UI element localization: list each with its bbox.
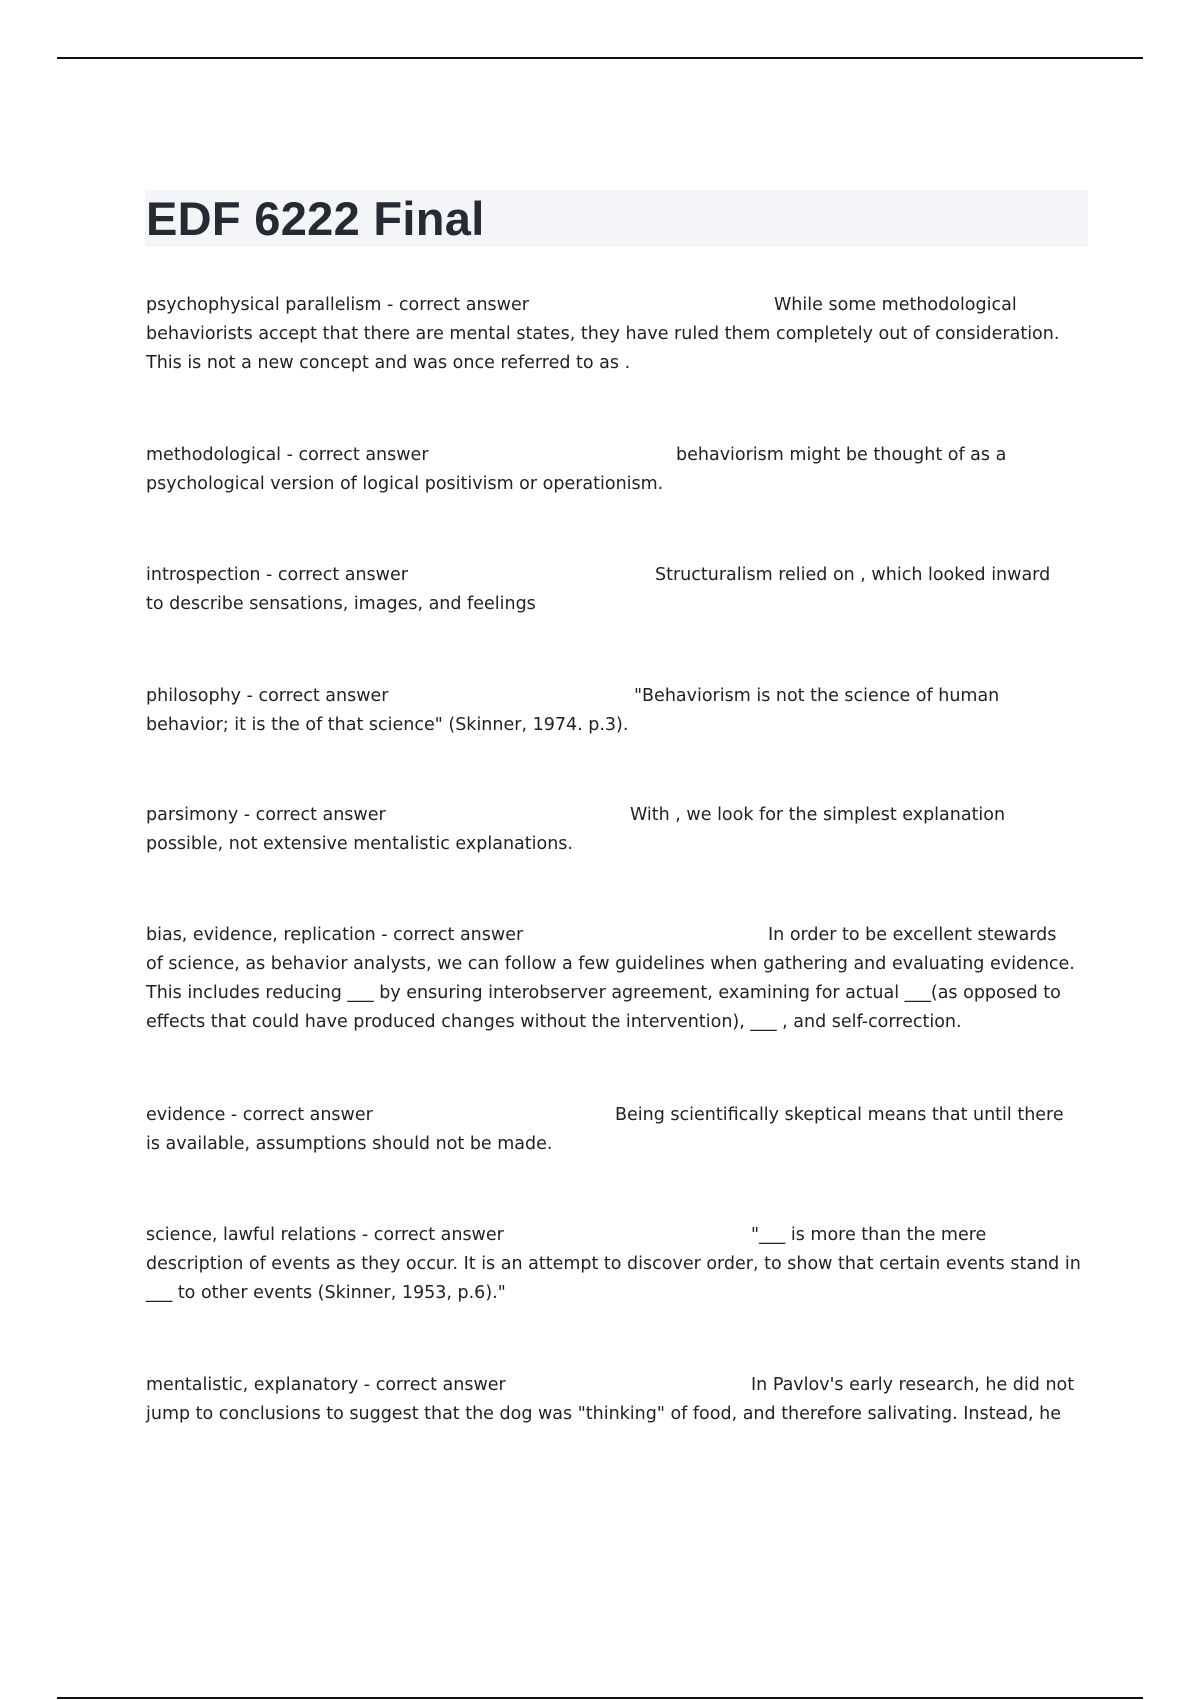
card-definition-rest: behavior; it is the of that science" (Skinner, 1974. p.3). <box>146 715 629 735</box>
card-definition-rest: description of events as they occur. It is an attempt to discover order, to show that certain events stand in ___ to other events (Skinner, 1953, p.6)." <box>146 1254 1081 1303</box>
bottom-rule <box>57 1697 1143 1699</box>
card-term: introspection - correct answer <box>146 565 408 585</box>
card-definition-start: behaviorism might be thought of as a <box>676 445 1007 465</box>
card-definition-rest: is available, assumptions should not be made. <box>146 1134 553 1154</box>
flashcard <box>146 682 1090 740</box>
card-definition-start: In order to be excellent stewards <box>768 925 1057 945</box>
flashcard <box>146 921 1090 1037</box>
card-definition-start: With , we look for the simplest explanation <box>630 805 1006 825</box>
card-term: parsimony - correct answer <box>146 805 386 825</box>
card-term: methodological - correct answer <box>146 445 429 465</box>
flashcard <box>146 1371 1090 1429</box>
card-definition-rest: psychological version of logical positivism or operationism. <box>146 474 664 494</box>
card-definition-start: Being scientifically skeptical means that until there <box>615 1105 1064 1125</box>
flashcard <box>146 1221 1090 1308</box>
card-definition-start: While some methodological <box>774 295 1017 315</box>
title-bar <box>145 190 1088 247</box>
flashcard <box>146 291 1090 378</box>
card-definition-rest: behaviorists accept that there are mental states, they have ruled them completely out of consideration. This is not a new concept and was once referred to as . <box>146 324 1060 373</box>
card-definition-rest: jump to conclusions to suggest that the dog was "thinking" of food, and therefore salivating. Instead, he <box>146 1404 1062 1424</box>
card-term: mentalistic, explanatory - correct answer <box>146 1375 506 1395</box>
card-definition-start: "___ is more than the mere <box>751 1225 987 1245</box>
flashcard <box>146 1101 1090 1159</box>
flashcard <box>146 441 1090 499</box>
card-definition-start: "Behaviorism is not the science of human <box>634 686 1000 706</box>
card-term: bias, evidence, replication - correct answer <box>146 925 524 945</box>
card-definition-rest: to describe sensations, images, and feelings <box>146 594 536 614</box>
top-rule <box>57 57 1143 59</box>
card-term: science, lawful relations - correct answer <box>146 1225 504 1245</box>
card-definition-start: In Pavlov's early research, he did not <box>751 1375 1075 1395</box>
card-term: psychophysical parallelism - correct answer <box>146 295 529 315</box>
card-term: evidence - correct answer <box>146 1105 373 1125</box>
flashcard <box>146 561 1090 619</box>
card-term: philosophy - correct answer <box>146 686 389 706</box>
flashcard <box>146 801 1090 859</box>
card-definition-rest: of science, as behavior analysts, we can follow a few guidelines when gathering and evaluating evidence. This includes reducing ___ by ensuring interobserver agreement, examining for actual ___(as opposed to effects that could have produced changes without the intervention), ___ , and self-correction. <box>146 954 1075 1032</box>
document-title: EDF 6222 Final <box>146 192 485 245</box>
card-definition-rest: possible, not extensive mentalistic explanations. <box>146 834 573 854</box>
card-definition-start: Structuralism relied on , which looked inward <box>655 565 1051 585</box>
